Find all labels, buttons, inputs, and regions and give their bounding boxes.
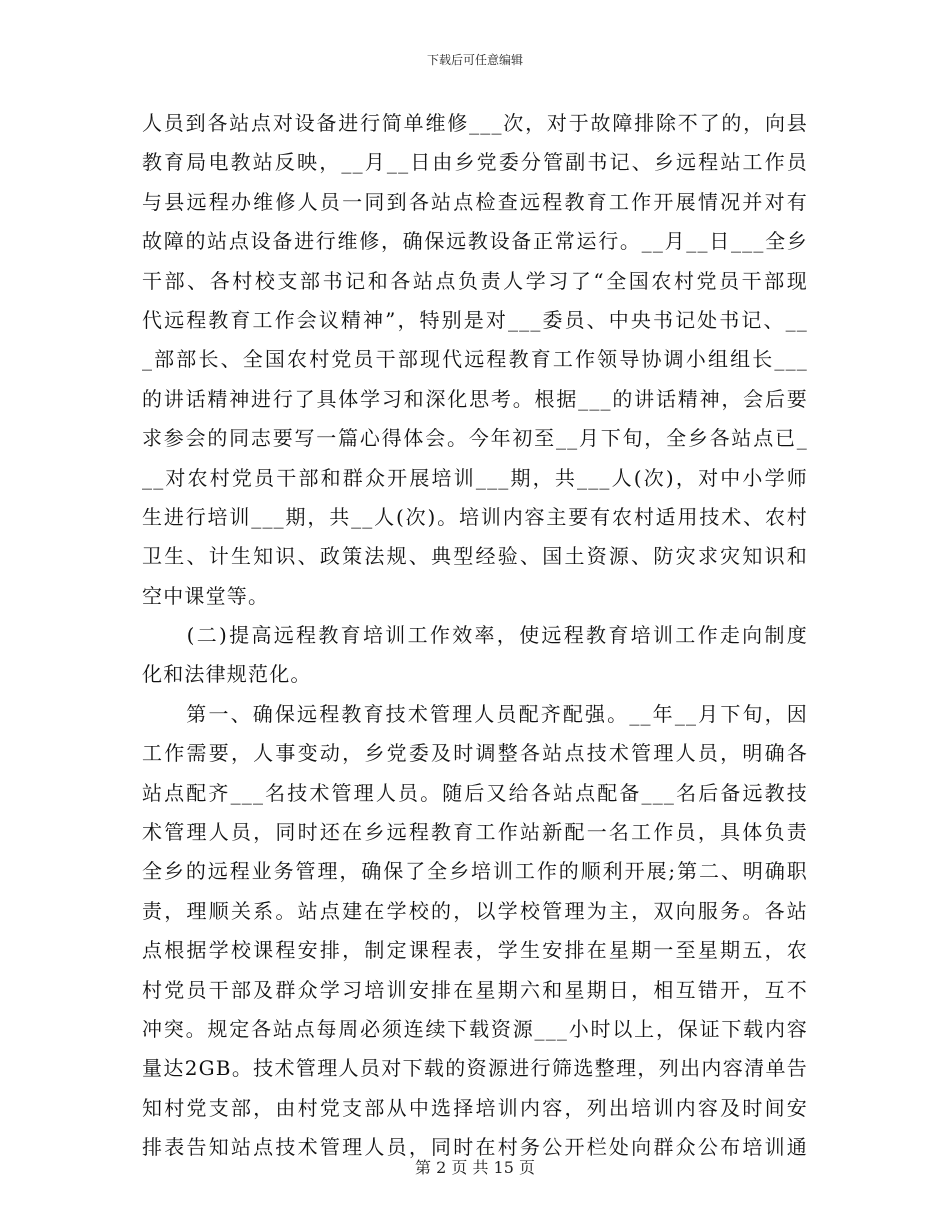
- body-line: 责，理顺关系。站点建在学校的，以学校管理为主，双向服务。各站: [142, 898, 808, 923]
- body-line: 人员到各站点对设备进行简单维修___次，对于故障排除不了的，向县: [142, 111, 808, 135]
- body-line: 干部、各村校支部书记和各站点负责人学习了“全国农村党员干部现: [142, 268, 808, 293]
- body-line: 教育局电教站反映，__月__日由乡党委分管副书记、乡远程站工作员: [142, 150, 808, 175]
- body-line: 排表告知站点技术管理人员，同时在村务公开栏处向群众公布培训通: [142, 1135, 808, 1160]
- body-line: 代远程教育工作会议精神”，特别是对___委员、中央书记处书记、__: [142, 307, 808, 332]
- body-line: 全乡的远程业务管理，确保了全乡培训工作的顺利开展;第二、明确职: [142, 859, 808, 884]
- body-line: 冲突。规定各站点每周必须连续下载资源___小时以上，保证下载内容: [142, 1016, 808, 1041]
- document-body: [142, 104, 808, 1168]
- body-line: 求参会的同志要写一篇心得体会。今年初至__月下旬，全乡各站点已_: [142, 426, 808, 451]
- paragraph-end-line: 空中课堂等。: [142, 583, 270, 608]
- body-line: 术管理人员，同时还在乡远程教育工作站新配一名工作员，具体负责: [142, 820, 808, 845]
- body-line: _部部长、全国农村党员干部现代远程教育工作领导协调小组组长___: [142, 347, 808, 372]
- body-line: 第一、确保远程教育技术管理人员配齐配强。__年__月下旬，因: [142, 701, 808, 726]
- body-line: 村党员干部及群众学习培训安排在星期六和星期日，相互错开，互不: [142, 977, 808, 1002]
- body-line: 站点配齐___名技术管理人员。随后又给各站点配备___名后备远教技: [142, 780, 808, 805]
- body-line: 的讲话精神进行了具体学习和深化思考。根据___的讲话精神，会后要: [142, 386, 808, 411]
- page-number-footer: 第 2 页 共 15 页: [415, 1158, 535, 1177]
- section-heading-end-line: 化和法律规范化。: [142, 662, 312, 687]
- section-heading-line: (二)提高远程教育培训工作效率，使远程教育培训工作走向制度: [142, 623, 808, 648]
- page-header: 下载后可任意编辑: [426, 53, 523, 67]
- body-line: 量达2GB。技术管理人员对下载的资源进行筛选整理，列出内容清单告: [142, 1056, 808, 1081]
- body-line: 点根据学校课程安排，制定课程表，学生安排在星期一至星期五，农: [142, 938, 808, 963]
- body-line: 知村党支部，由村党支部从中选择培训内容，列出培训内容及时间安: [142, 1095, 808, 1120]
- body-line: __对农村党员干部和群众开展培训___期，共___人(次)，对中小学师: [142, 465, 808, 490]
- body-line: 卫生、计生知识、政策法规、典型经验、国土资源、防灾求灾知识和: [142, 544, 808, 569]
- body-line: 生进行培训___期，共__人(次)。培训内容主要有农村适用技术、农村: [142, 504, 808, 529]
- body-line: 故障的站点设备进行维修，确保远教设备正常运行。__月__日___全乡: [142, 229, 808, 254]
- body-line: 与县远程办维修人员一同到各站点检查远程教育工作开展情况并对有: [142, 189, 808, 214]
- body-line: 工作需要，人事变动，乡党委及时调整各站点技术管理人员，明确各: [142, 741, 808, 766]
